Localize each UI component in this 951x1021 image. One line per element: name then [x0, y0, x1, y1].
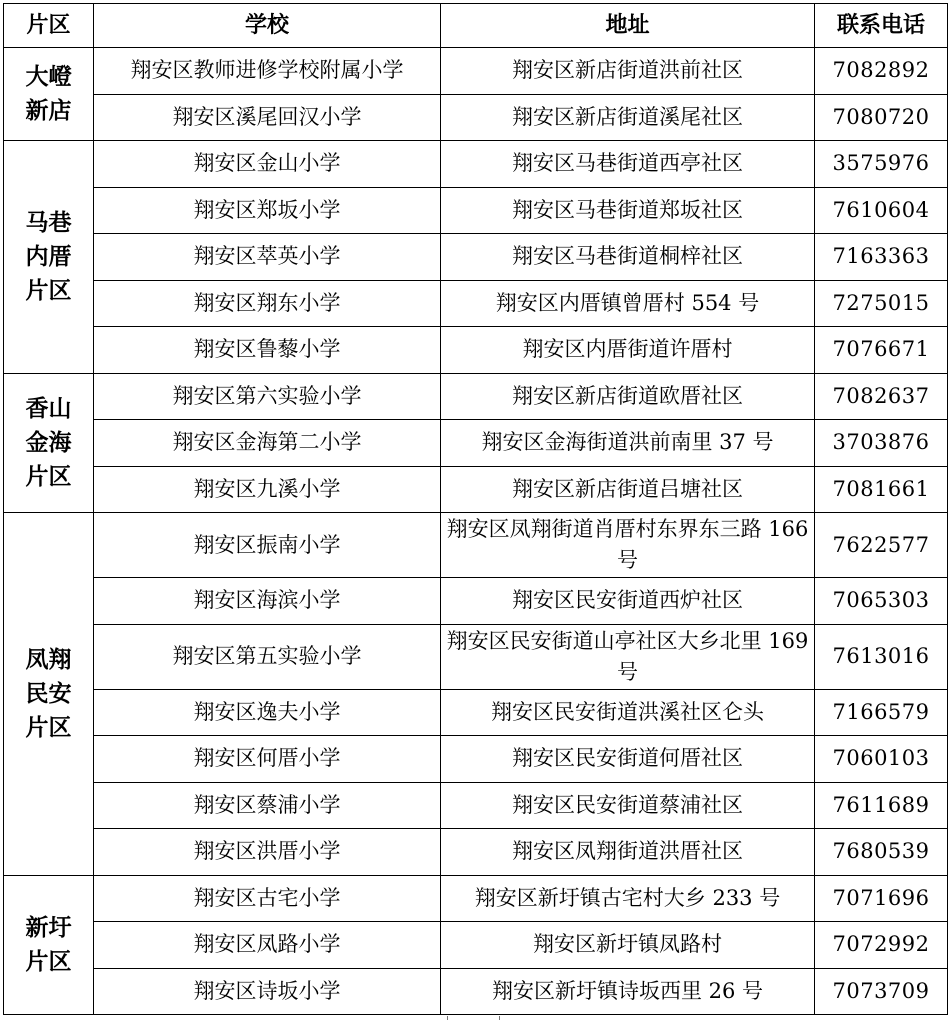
page-tick-left: [447, 1016, 448, 1020]
address-cell: 翔安区内厝镇曾厝村 554 号: [441, 280, 815, 327]
header-row: [4, 4, 948, 48]
address-cell: 翔安区新店街道洪前社区: [441, 48, 815, 95]
school-cell: 翔安区第五实验小学: [94, 624, 441, 689]
phone-cell: 7166579: [815, 689, 948, 736]
address-cell: 翔安区金海街道洪前南里 37 号: [441, 420, 815, 467]
address-cell: 翔安区新圩镇凤路村: [441, 922, 815, 969]
region-cell: [4, 513, 94, 876]
address-cell: 翔安区马巷街道桐梓社区: [441, 234, 815, 281]
school-cell: 翔安区翔东小学: [94, 280, 441, 327]
school-cell: 翔安区振南小学: [94, 513, 441, 578]
address-cell: 翔安区新圩镇诗坂西里 26 号: [441, 968, 815, 1015]
phone-cell: 7163363: [815, 234, 948, 281]
school-cell: 翔安区蔡浦小学: [94, 782, 441, 829]
phone-cell: 7060103: [815, 736, 948, 783]
table-row: [4, 327, 948, 374]
phone-cell: 7071696: [815, 875, 948, 922]
address-cell: 翔安区民安街道何厝社区: [441, 736, 815, 783]
region-cell: [4, 141, 94, 374]
address-cell: 翔安区新店街道溪尾社区: [441, 94, 815, 141]
phone-cell: 7072992: [815, 922, 948, 969]
school-cell: 翔安区诗坂小学: [94, 968, 441, 1015]
region-cell: [4, 48, 94, 141]
table-row: [4, 782, 948, 829]
table-row: [4, 48, 948, 95]
school-cell: 翔安区金海第二小学: [94, 420, 441, 467]
school-directory-table: [3, 3, 948, 1015]
address-cell: 翔安区民安街道西炉社区: [441, 578, 815, 625]
region-cell: [4, 373, 94, 513]
region-label: 马巷内厝片区: [25, 209, 72, 304]
table-row: [4, 373, 948, 420]
table-row: [4, 141, 948, 188]
phone-cell: 7613016: [815, 624, 948, 689]
region-label: 新圩片区: [25, 914, 72, 975]
page-tick-right: [499, 1016, 500, 1020]
address-cell: 翔安区凤翔街道肖厝村东界东三路 166 号: [441, 513, 815, 578]
table-row: [4, 94, 948, 141]
school-cell: 翔安区郑坂小学: [94, 187, 441, 234]
address-cell: 翔安区民安街道洪溪社区仑头: [441, 689, 815, 736]
table-row: [4, 187, 948, 234]
address-cell: 翔安区马巷街道西亭社区: [441, 141, 815, 188]
header-address: 地址: [441, 4, 815, 48]
school-cell: 翔安区鲁藜小学: [94, 327, 441, 374]
school-cell: 翔安区萃英小学: [94, 234, 441, 281]
header-phone: 联系电话: [815, 4, 948, 48]
region-label: 香山金海片区: [25, 395, 72, 490]
school-cell: 翔安区海滨小学: [94, 578, 441, 625]
table-row: [4, 234, 948, 281]
address-cell: 翔安区新店街道欧厝社区: [441, 373, 815, 420]
school-cell: 翔安区溪尾回汉小学: [94, 94, 441, 141]
address-cell: 翔安区民安街道蔡浦社区: [441, 782, 815, 829]
school-cell: 翔安区金山小学: [94, 141, 441, 188]
table-row: [4, 829, 948, 876]
school-cell: 翔安区第六实验小学: [94, 373, 441, 420]
table-row: [4, 968, 948, 1015]
table-row: [4, 578, 948, 625]
table-row: [4, 736, 948, 783]
phone-cell: 7680539: [815, 829, 948, 876]
table-body: [4, 48, 948, 1015]
phone-cell: 3575976: [815, 141, 948, 188]
phone-cell: 7076671: [815, 327, 948, 374]
school-cell: 翔安区凤路小学: [94, 922, 441, 969]
header-school: 学校: [94, 4, 441, 48]
table-row: [4, 875, 948, 922]
phone-cell: 7073709: [815, 968, 948, 1015]
region-label: 大嶝新店: [25, 64, 72, 124]
address-cell: 翔安区民安街道山亭社区大乡北里 169 号: [441, 624, 815, 689]
table-row: [4, 624, 948, 689]
region-cell: [4, 875, 94, 1015]
phone-cell: 7275015: [815, 280, 948, 327]
address-cell: 翔安区新店街道吕塘社区: [441, 466, 815, 513]
address-cell: 翔安区内厝街道许厝村: [441, 327, 815, 374]
table-row: [4, 922, 948, 969]
phone-cell: 7081661: [815, 466, 948, 513]
table-row: [4, 420, 948, 467]
phone-cell: 7082892: [815, 48, 948, 95]
school-cell: 翔安区九溪小学: [94, 466, 441, 513]
address-cell: 翔安区马巷街道郑坂社区: [441, 187, 815, 234]
table-row: [4, 689, 948, 736]
table-row: [4, 513, 948, 578]
region-label: 凤翔民安片区: [25, 646, 72, 741]
school-cell: 翔安区逸夫小学: [94, 689, 441, 736]
phone-cell: 7610604: [815, 187, 948, 234]
table-row: [4, 280, 948, 327]
table-row: [4, 466, 948, 513]
school-cell: 翔安区古宅小学: [94, 875, 441, 922]
school-cell: 翔安区洪厝小学: [94, 829, 441, 876]
school-cell: 翔安区教师进修学校附属小学: [94, 48, 441, 95]
header-region: 片区: [4, 4, 94, 48]
phone-cell: 3703876: [815, 420, 948, 467]
phone-cell: 7080720: [815, 94, 948, 141]
school-cell: 翔安区何厝小学: [94, 736, 441, 783]
phone-cell: 7065303: [815, 578, 948, 625]
address-cell: 翔安区凤翔街道洪厝社区: [441, 829, 815, 876]
phone-cell: 7622577: [815, 513, 948, 578]
phone-cell: 7611689: [815, 782, 948, 829]
phone-cell: 7082637: [815, 373, 948, 420]
address-cell: 翔安区新圩镇古宅村大乡 233 号: [441, 875, 815, 922]
